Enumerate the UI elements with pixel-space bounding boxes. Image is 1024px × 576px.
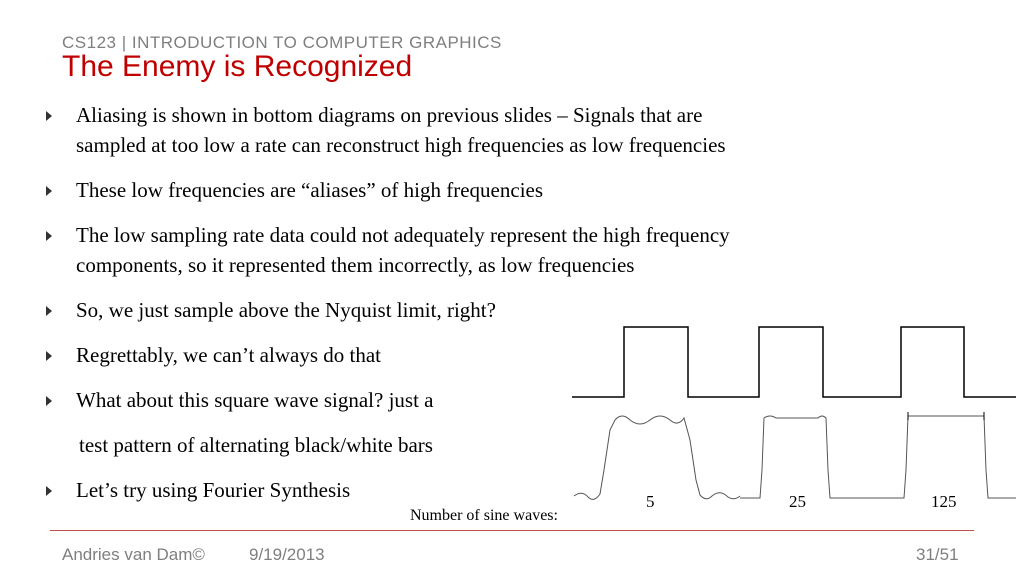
wave-label-125: 125 — [931, 492, 957, 511]
bullet-text: components, so it represented them incorrectly, as low frequencies — [76, 253, 635, 277]
wave-label-5: 5 — [646, 492, 655, 511]
slide-title: The Enemy is Recognized — [62, 50, 413, 83]
bullet-text: Regrettably, we can’t always do that — [76, 343, 381, 367]
figure-caption: Number of sine waves: — [410, 507, 558, 524]
footer-divider — [50, 530, 974, 531]
bullet-text: So, we just sample above the Nyquist limit, right? — [76, 298, 496, 322]
wave-label-25: 25 — [789, 492, 806, 511]
page-number: 31/51 — [916, 545, 959, 564]
bullet-text: These low frequencies are “aliases” of high frequencies — [76, 178, 544, 202]
fourier-25-wave — [740, 416, 870, 498]
fourier-125-wave — [870, 416, 1016, 498]
course-header: CS123 | INTRODUCTION TO COMPUTER GRAPHICS — [62, 33, 502, 52]
fourier-5-wave — [574, 416, 740, 499]
bullet-text: Let’s try using Fourier Synthesis — [76, 478, 351, 502]
bullet-continuation: test pattern of alternating black/white bars — [79, 433, 433, 457]
square-wave — [572, 327, 1016, 397]
bullet-text: What about this square wave signal? just a — [76, 388, 434, 412]
footer-date: 9/19/2013 — [249, 545, 325, 564]
bullet-text: Aliasing is shown in bottom diagrams on previous slides – Signals that are — [76, 103, 703, 127]
bullet-text: The low sampling rate data could not adequately represent the high frequency — [76, 223, 730, 247]
footer-author: Andries van Dam© — [62, 545, 205, 564]
bullet-text: sampled at too low a rate can reconstruct high frequencies as low frequencies — [76, 133, 726, 157]
